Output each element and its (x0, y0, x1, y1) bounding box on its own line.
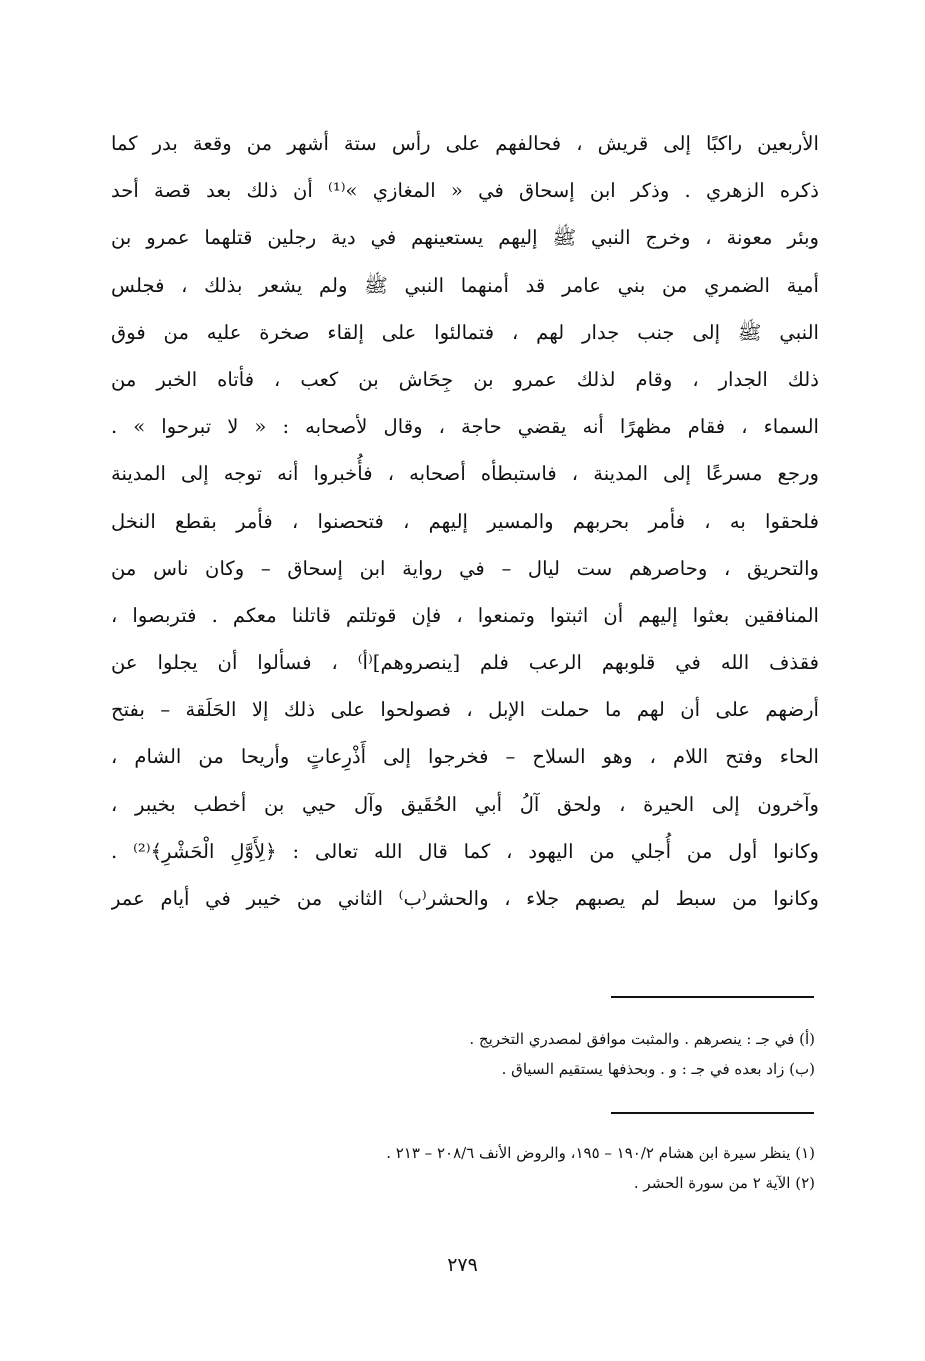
body-line: أرضهم على أن لهم ما حملت الإبل ، فصولحوا على ذلك إلا الحَلَقة – بفتح (111, 698, 819, 722)
body-line: المنافقين بعثوا إليهم أن اثبتوا وتمنعوا ، فإن قوتلتم قاتلنا معكم . فتربصوا ، (111, 603, 819, 627)
body-line: النبي ﷺ إلى جنب جدار لهم ، فتمالئوا على إلقاء صخرة عليه من فوق (111, 320, 819, 344)
body-line: وبئر معونة ، وخرج النبي ﷺ إليهم يستعينهم في دية رجلين قتلهما عمرو بن (111, 226, 819, 250)
body-line: الأربعين راكبًا إلى قريش ، فحالفهم على رأس ستة أشهر من وقعة بدر كما (111, 132, 819, 155)
body-line: والتحريق ، وحاصرهم ست ليال – في رواية ابن إسحاق – وكان ناس من (111, 556, 819, 580)
variant-notes-divider (611, 996, 814, 998)
body-line: وكانوا من سبط لم يصبهم جلاء ، والحشر⁽ب⁾ الثاني من خيبر في أيام عمر (111, 887, 819, 910)
body-line: وكانوا أول من أُجلي من اليهود ، كما قال الله تعالى : ﴿لِأَوَّلِ الْحَشْرِ﴾⁽²⁾ . (111, 839, 819, 863)
body-line: فقذف الله في قلوبهم الرعب فلم [ينصروهم]⁽أ⁾ ، فسألوا أن يجلوا عن (111, 651, 819, 675)
body-line: الحاء وفتح اللام ، وهو السلاح – فخرجوا إلى أَذْرِعاتٍ وأريحا من الشام ، (111, 745, 819, 769)
body-text (111, 120, 819, 922)
variant-note: (ب) زاد بعده في جـ : و . وبحذفها يستقيم السياق . (501, 1060, 815, 1078)
body-line: أمية الضمري من بني عامر قد أمنهما النبي ﷺ ولم يشعر بذلك ، فجلس (111, 273, 819, 297)
body-line: السماء ، فقام مظهرًا أنه يقضي حاجة ، وقال لأصحابه : « لا تبرحوا » . (111, 415, 819, 439)
body-line: وآخرون إلى الحيرة ، ولحق آلُ أبي الحُقَيق وآل حيي بن أخطب بخيبر ، (111, 792, 819, 816)
source-notes-divider (611, 1112, 814, 1114)
source-note: (١) ينظر سيرة ابن هشام ١٩٠/٢ – ١٩٥، والروض الأنف ٢٠٨/٦ – ٢١٣ . (386, 1144, 815, 1162)
body-line: ذكره الزهري . وذكر ابن إسحاق في « المغازي »⁽¹⁾ أن ذلك بعد قصة أحد (111, 179, 819, 203)
body-line: ورجع مسرعًا إلى المدينة ، فاستبطأه أصحابه ، فأُخبروا أنه توجه إلى المدينة (111, 462, 819, 486)
page-number: ٢٧٩ (447, 1254, 478, 1276)
source-notes (386, 1138, 815, 1198)
variant-note: (أ) في جـ : ينصرهم . والمثبت موافق لمصدري التخريج . (469, 1030, 815, 1048)
source-note: (٢) الآية ٢ من سورة الحشر . (633, 1174, 815, 1192)
variant-notes (469, 1024, 815, 1084)
body-line: فلحقوا به ، فأمر بحربهم والمسير إليهم ، فتحصنوا ، فأمر بقطع النخل (111, 509, 819, 533)
body-line: ذلك الجدار ، وقام لذلك عمرو بن جِحَاش بن كعب ، فأتاه الخبر من (111, 367, 819, 391)
